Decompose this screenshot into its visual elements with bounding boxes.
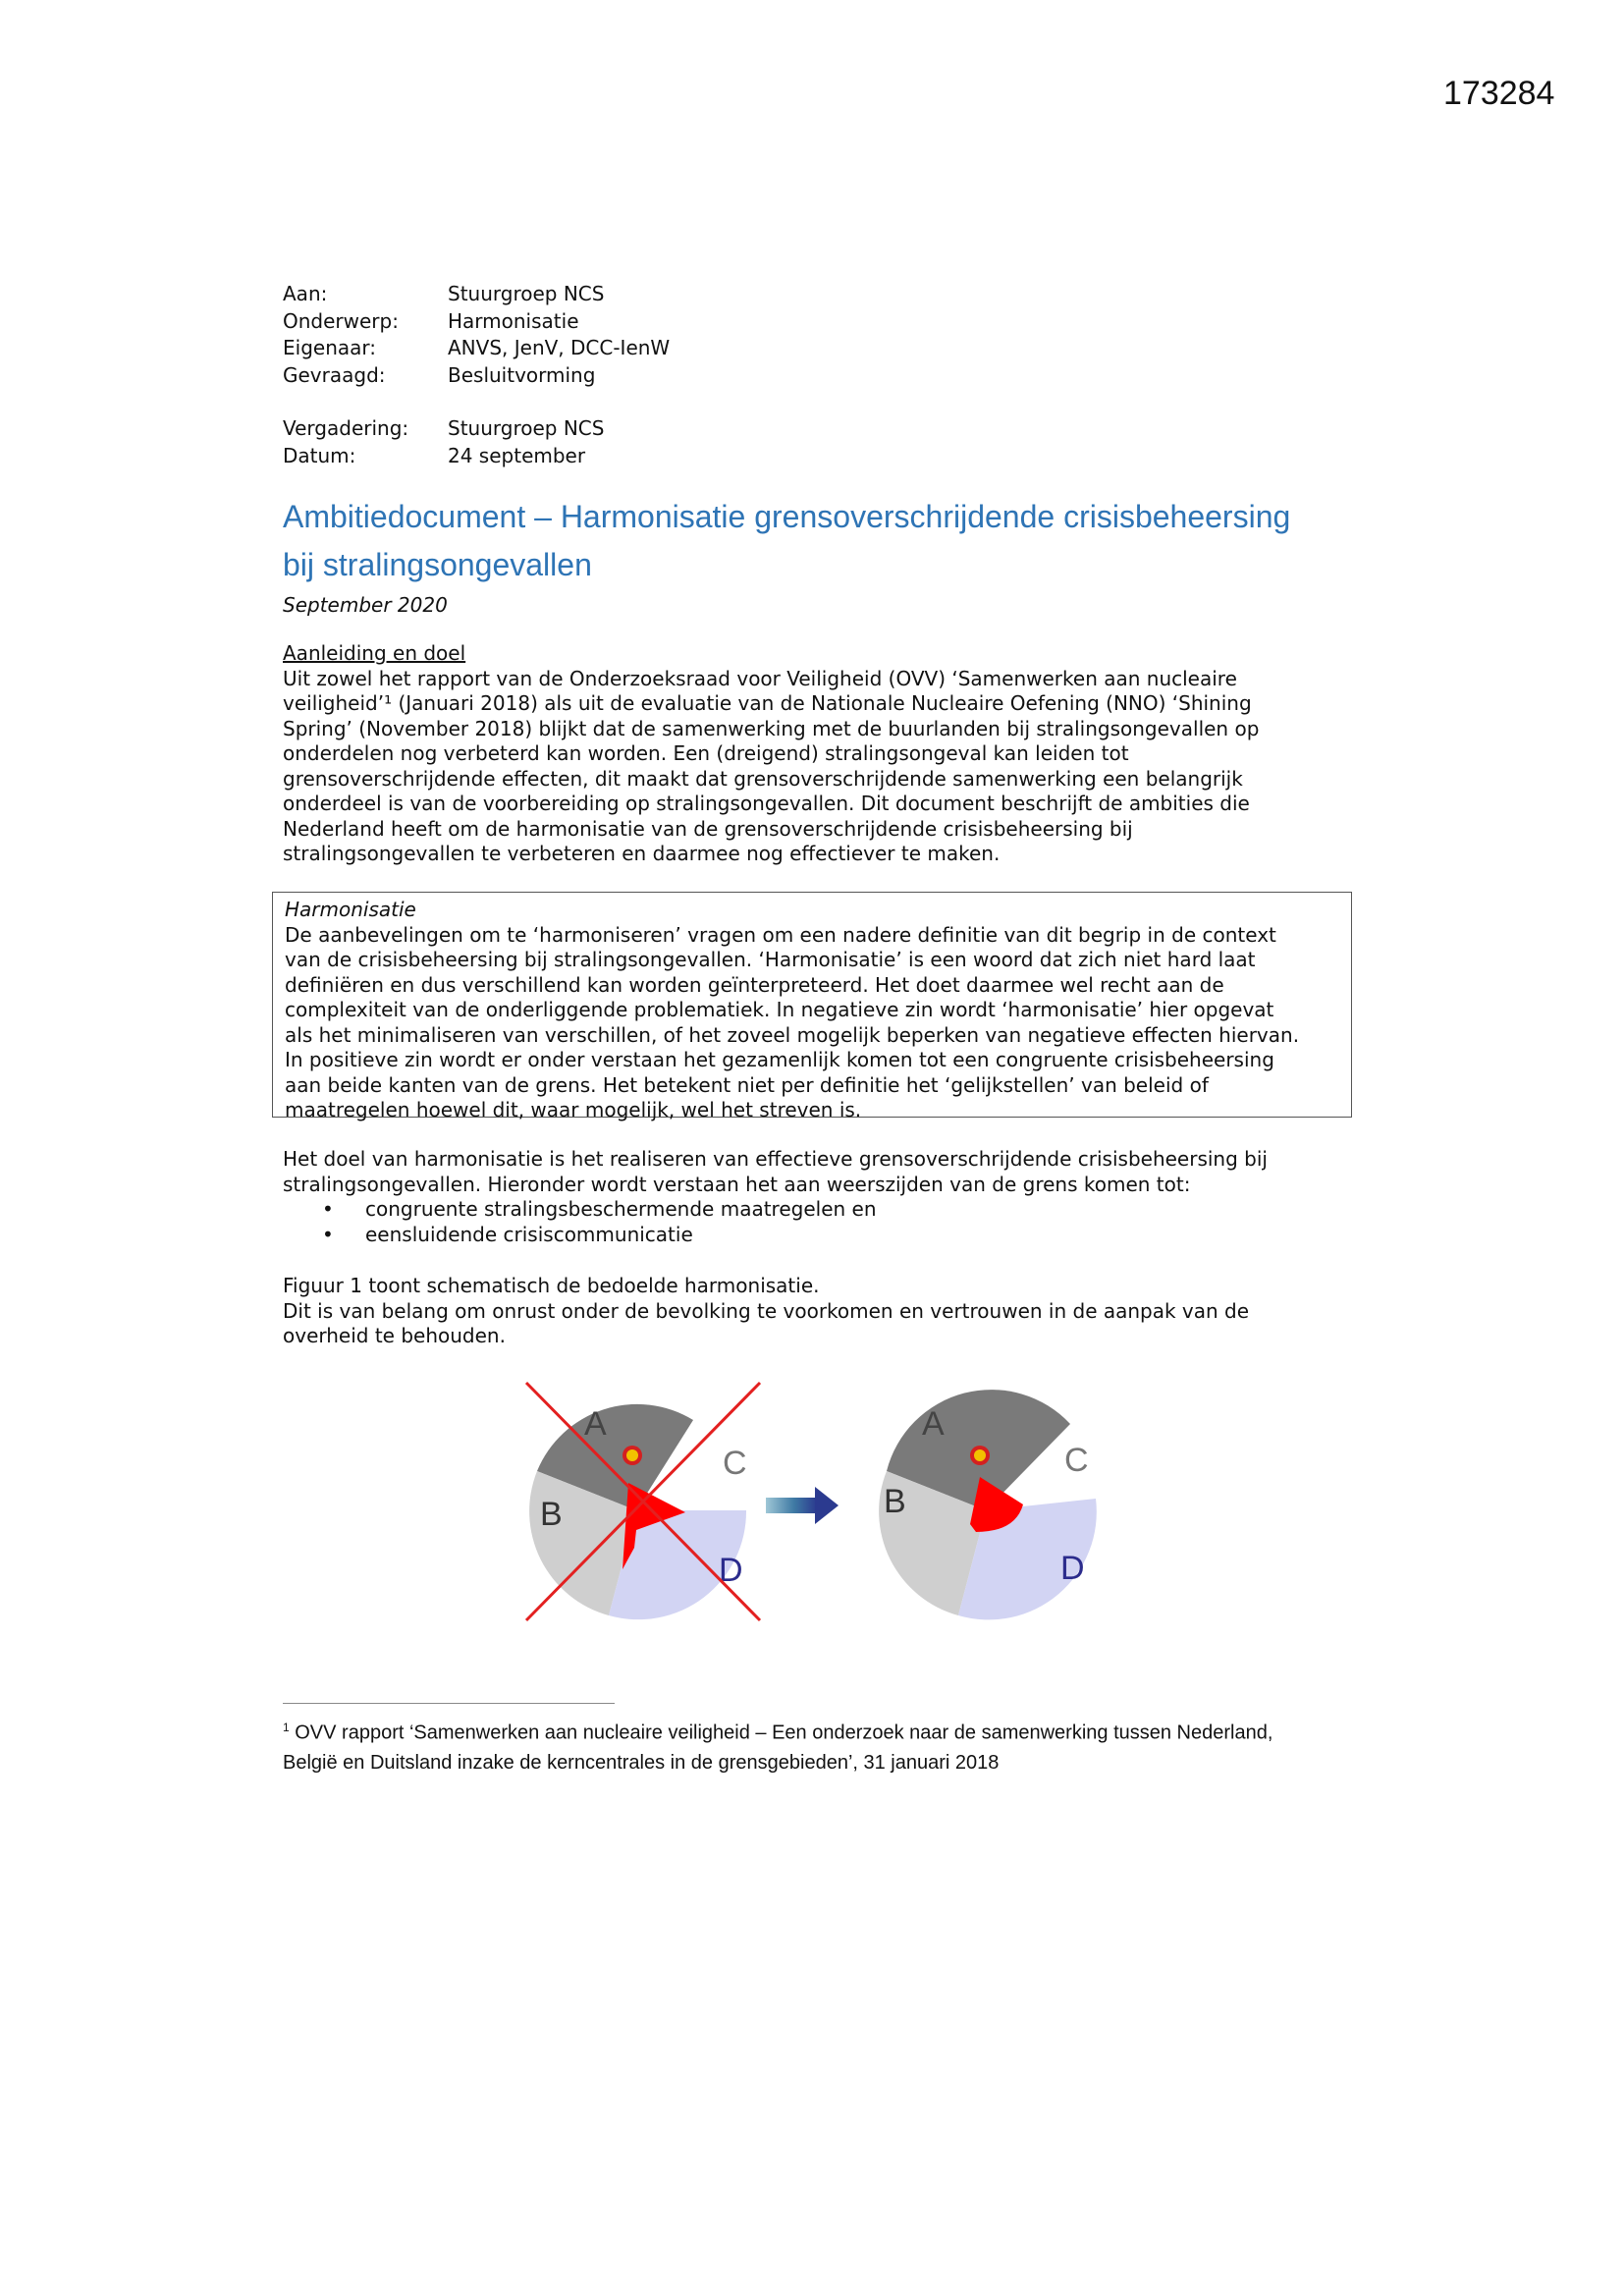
meta-row-eigenaar xyxy=(283,335,670,362)
label-c: C xyxy=(1064,1442,1089,1479)
box-paragraph xyxy=(285,923,1339,1123)
transition-arrow xyxy=(766,1487,839,1524)
intro-line: stralingsongevallen te verbeteren en daarmee nog effectiever te maken. xyxy=(283,842,1001,865)
bullet-item: • eensluidende crisiscommunicatie xyxy=(283,1223,1373,1248)
label-b: B xyxy=(884,1483,906,1520)
goal-line: Het doel van harmonisatie is het realiseren van effectieve grensoverschrijdende crisisbeheersing bij xyxy=(283,1147,1268,1171)
footnote-line: OVV rapport ‘Samenwerken aan nucleaire veiligheid – Een onderzoek naar de samenwerking tussen Nederland, xyxy=(295,1722,1273,1744)
label-a: A xyxy=(922,1405,945,1443)
label-d: D xyxy=(719,1552,743,1589)
figure-line: overheid te behouden. xyxy=(283,1324,506,1347)
diagram-after xyxy=(879,1390,1097,1619)
meta-block-meeting xyxy=(283,415,604,469)
figure-line: Figuur 1 toont schematisch de bedoelde harmonisatie. xyxy=(283,1274,820,1297)
meta-key: Vergadering: xyxy=(283,416,409,440)
intro-line: Nederland heeft om de harmonisatie van de grensoverschrijdende crisisbeheersing bij xyxy=(283,816,1133,841)
meta-value: Harmonisatie xyxy=(448,308,579,333)
document-date: September 2020 xyxy=(283,593,448,617)
goal-line: stralingsongevallen. Hieronder wordt verstaan het aan weerszijden van de grens komen tot: xyxy=(283,1172,1191,1196)
goal-section xyxy=(283,1147,1373,1247)
meta-key: Onderwerp: xyxy=(283,308,399,333)
meta-value: 24 september xyxy=(448,443,586,467)
intro-section xyxy=(283,641,1373,867)
box-line: complexiteit van de onderliggende problematiek. In negatieve zin wordt ‘harmonisatie’ hier opgevat xyxy=(285,998,1274,1021)
figure-paragraph xyxy=(283,1274,1373,1349)
box-title: Harmonisatie xyxy=(285,898,416,921)
meta-value: ANVS, JenV, DCC-IenW xyxy=(448,336,671,359)
title-line-1: Ambitiedocument – Harmonisatie grensoverschrijdende crisisbeheersing xyxy=(283,499,1291,534)
box-line: definiëren en dus verschillend kan worden geïnterpreteerd. Het doet daarmee wel recht aan de xyxy=(285,972,1224,997)
footnote-mark: 1 xyxy=(283,1721,290,1734)
meta-value: Stuurgroep NCS xyxy=(448,416,605,440)
meta-key: Aan: xyxy=(283,282,328,305)
box-line: van de crisisbeheersing bij stralingsongevallen. ‘Harmonisatie’ is een woord dat zich niet hard laat xyxy=(285,948,1256,971)
document-title xyxy=(283,493,1373,589)
meta-block xyxy=(283,281,670,389)
label-d: D xyxy=(1060,1550,1085,1587)
figure-intro xyxy=(283,1274,1373,1349)
meta-row-aan xyxy=(283,281,670,308)
intro-line: onderdelen nog verbeterd kan worden. Een (dreigend) stralingsongeval kan leiden tot xyxy=(283,741,1129,765)
footnote-line: België en Duitsland inzake de kerncentrales in de grensgebieden’, 31 januari 2018 xyxy=(283,1751,1000,1774)
box-line: In positieve zin wordt er onder verstaan het gezamenlijk komen tot een congruente crisisbeheersing xyxy=(285,1048,1274,1071)
label-b: B xyxy=(540,1496,563,1533)
meta-key: Gevraagd: xyxy=(283,362,386,387)
intro-line: Uit zowel het rapport van de Onderzoeksraad voor Veiligheid (OVV) ‘Samenwerken aan nucleaire xyxy=(283,666,1237,690)
intro-line: grensoverschrijdende effecten, dit maakt dat grensoverschrijdende samenwerking een belangrijk xyxy=(283,766,1243,791)
intro-line: Spring’ (November 2018) blijkt dat de samenwerking met de buurlanden bij stralingsongevallen op xyxy=(283,716,1260,740)
meta-key: Eigenaar: xyxy=(283,336,376,359)
section-heading: Aanleiding en doel xyxy=(283,641,466,665)
bullet-item: • congruente stralingsbeschermende maatregelen en xyxy=(283,1197,1373,1223)
box-line: De aanbevelingen om te ‘harmoniseren’ vragen om een nadere definitie van dit begrip in de context xyxy=(285,922,1276,947)
figure-line: Dit is van belang om onrust onder de bevolking te voorkomen en vertrouwen in de aanpak van de xyxy=(283,1298,1250,1323)
meta-row-datum xyxy=(283,443,604,470)
box-line: als het minimaliseren van verschillen, of het zoveel mogelijk beperken van negatieve effecten hiervan. xyxy=(285,1022,1300,1047)
harmonisation-diagram xyxy=(518,1373,1147,1628)
intro-line: veiligheid’¹ (Januari 2018) als uit de evaluatie van de Nationale Nucleaire Oefening (NNO) ‘Shining xyxy=(283,691,1252,715)
intro-line: onderdeel is van de voorbereiding op stralingsongevallen. Dit document beschrijft de ambities die xyxy=(283,792,1250,815)
meta-value: Besluitvorming xyxy=(448,362,596,387)
meta-row-gevraagd xyxy=(283,362,670,390)
box-line: aan beide kanten van de grens. Het betekent niet per definitie het ‘gelijkstellen’ van beleid of xyxy=(285,1072,1209,1097)
diagram-before xyxy=(526,1383,760,1620)
title-line-2: bij stralingsongevallen xyxy=(283,547,592,582)
meta-row-vergadering xyxy=(283,415,604,443)
harmonisatie-definition-box xyxy=(272,892,1352,1121)
goal-paragraph xyxy=(283,1147,1373,1197)
meta-row-onderwerp xyxy=(283,308,670,336)
label-c: C xyxy=(723,1445,747,1482)
footnote xyxy=(283,1713,1363,1777)
meta-key: Datum: xyxy=(283,443,356,467)
intro-paragraph xyxy=(283,667,1373,867)
footnote-divider xyxy=(283,1703,615,1704)
box-line: maatregelen hoewel dit, waar mogelijk, wel het streven is. xyxy=(285,1098,862,1121)
label-a: A xyxy=(584,1405,607,1443)
document-id: 173284 xyxy=(1443,75,1555,112)
goal-bullet-list xyxy=(283,1197,1373,1247)
meta-value: Stuurgroep NCS xyxy=(448,282,605,305)
